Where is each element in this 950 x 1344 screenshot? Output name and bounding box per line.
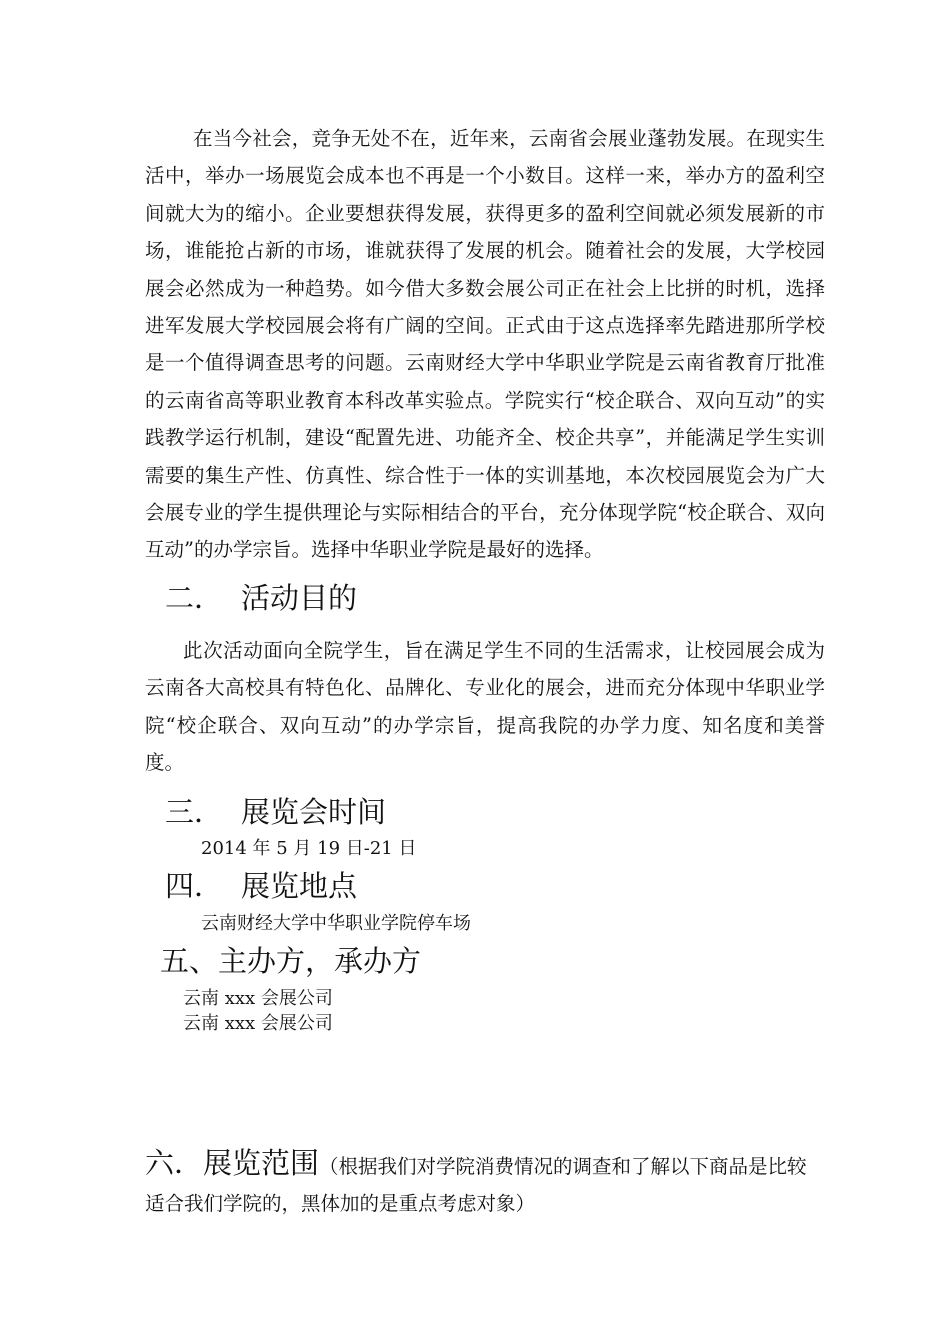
section-2-paragraph: 此次活动面向全院学生，旨在满足学生不同的生活需求，让校园展会成为云南各大高校具有特色化、品牌化、专业化的展会，进而充分体现中华职业学院“校企联合、双向互动”的办学宗旨，提高我院的办学力度、知名度和美誉度。 — [145, 639, 825, 775]
organizer-company: 云南 xxx 会展公司 — [183, 1013, 333, 1034]
section-2-title: 活动目的 — [241, 581, 358, 615]
section-2-number: 二． — [165, 581, 224, 615]
intro-paragraph: 在当今社会，竞争无处不在，近年来，云南省会展业蓬勃发展。在现实生活中，举办一场展览会成本也不再是一个小数目。这样一来，举办方的盈利空间就大为的缩小。企业要想获得发展，获得更多的盈利空间就必须发展新的市场，谁能抢占新的市场，谁就获得了发展的机会。随着社会的发展，大学校园展会必然成为一种趋势。如今借大多数会展公司正在社会上比拼的时机，选择进军发展大学校园展会将有广阔的空间。正式由于这点选择率先踏进那所学校是一个值得调查思考的问题。云南财经大学中华职业学院是云南省教育厅批准的云南省高等职业教育本科改革实验点。学院实行“校企联合、双向互动”的实践教学运行机制，建设“配置先进、功能齐全、校企共享”，并能满足学生实训需要的集生产性、仿真性、综合性于一体的实训基地，本次校园展览会为广大会展专业的学生提供理论与实际相结合的平台，充分体现学院“校企联合、双向互动”的办学宗旨。选择中华职业学院是最好的选择。 — [145, 127, 825, 562]
section-6-title: 六．展览范围 — [145, 1146, 320, 1180]
section-6-note: （根据我们对学院消费情况的调查和了解以下商品是比较适合我们学院的，黑体加的是重点考虑对象） — [145, 1155, 807, 1215]
section-4-number: 四． — [165, 869, 224, 903]
section-5-title: 五、主办方，承办方 — [160, 944, 422, 978]
section-3-heading — [165, 792, 386, 832]
exhibition-date: 2014 年 5 月 19 日-21 日 — [201, 838, 417, 859]
section-4-title: 展览地点 — [241, 869, 358, 903]
section-3-title: 展览会时间 — [241, 795, 387, 829]
exhibition-location: 云南财经大学中华职业学院停车场 — [201, 913, 471, 934]
section-3-number: 三． — [165, 795, 224, 829]
section-6-heading — [145, 1145, 825, 1222]
host-company: 云南 xxx 会展公司 — [183, 988, 333, 1009]
section-2-heading — [165, 578, 357, 618]
section-4-heading — [165, 866, 357, 906]
